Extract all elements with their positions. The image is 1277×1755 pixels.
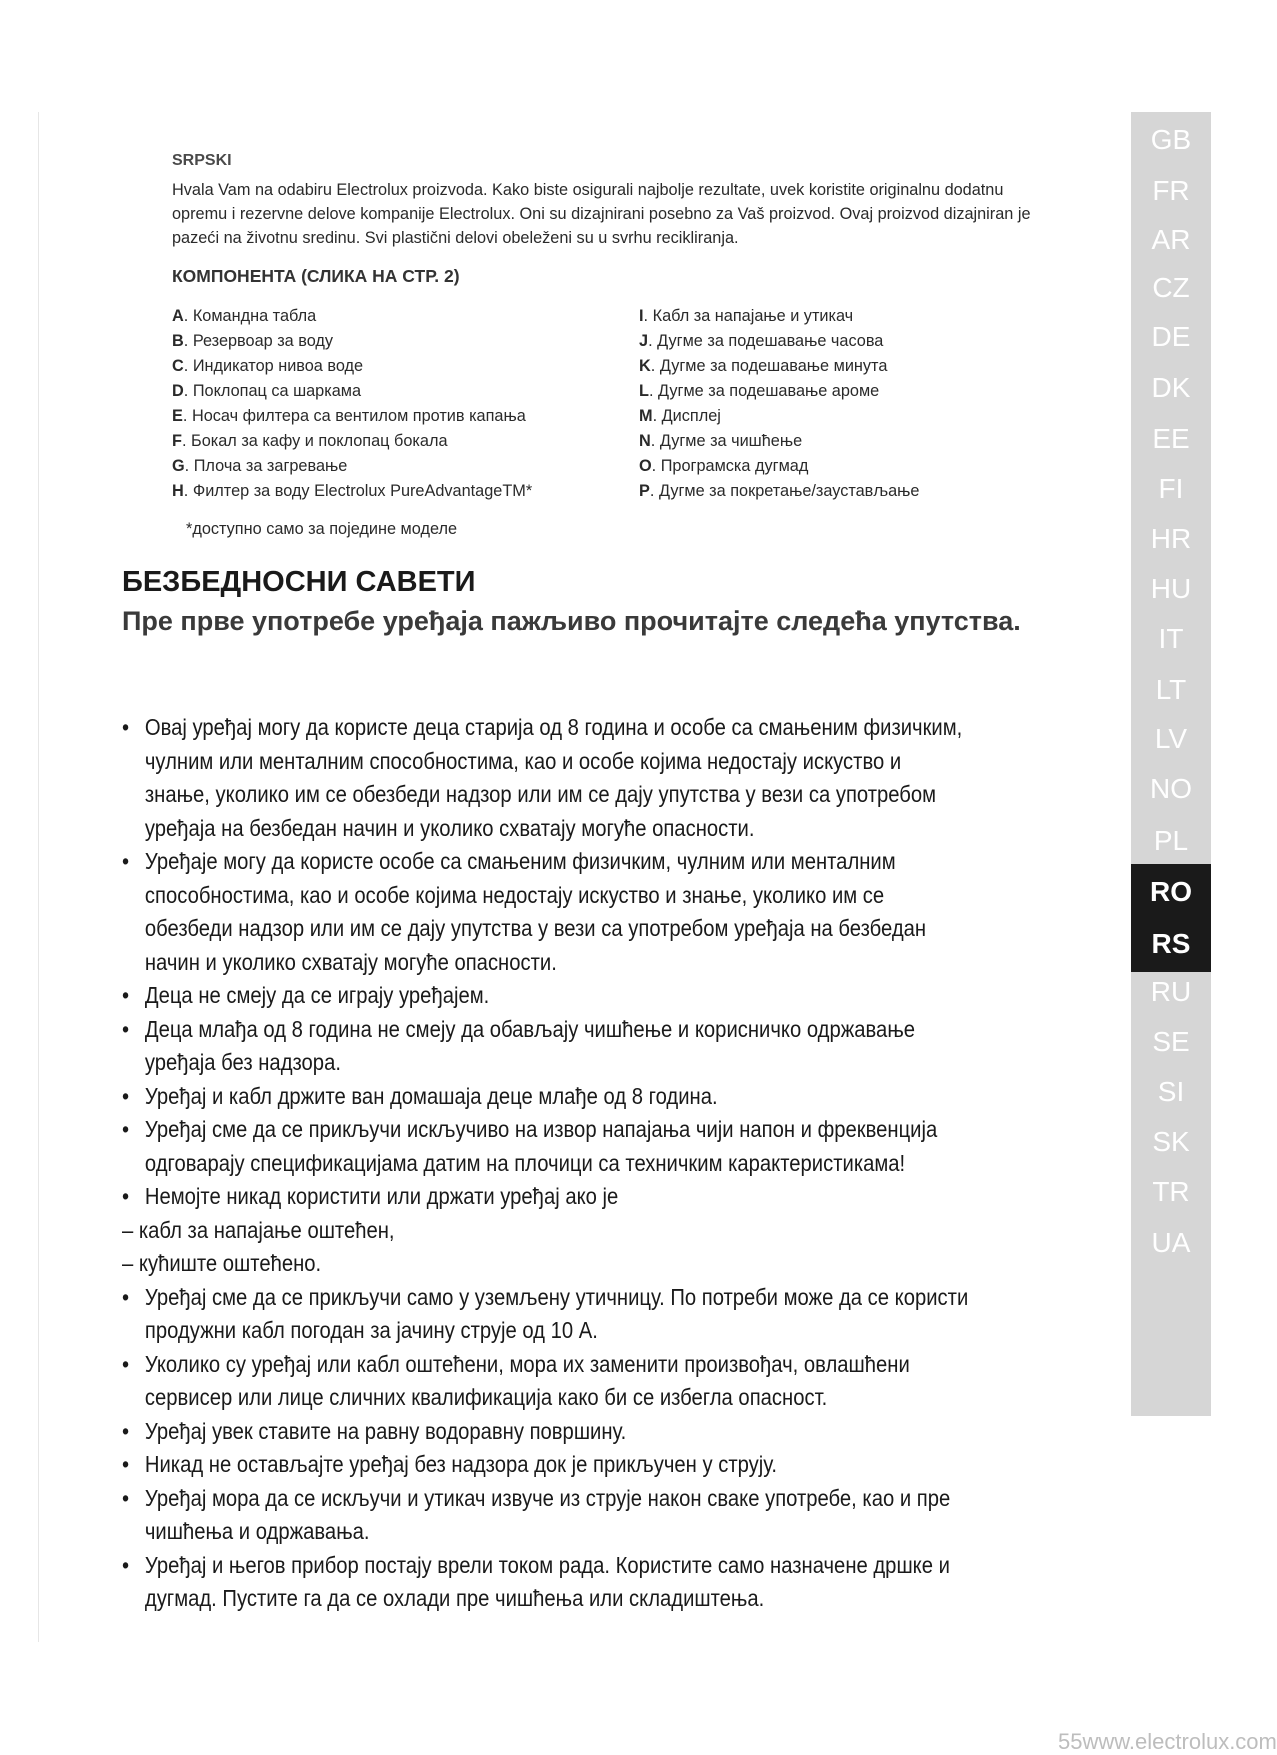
- component-item: H. Филтер за воду Electrolux PureAdvantageTM*: [172, 482, 533, 500]
- safety-item: • Овај уређај могу да користе деца старија од 8 година и особе са смањеним физичким, чулним или менталним способностима, као и особе којима недостају искуство и знање, уколико им се обезбеди надзор или им се дају упутства у вези са употребом уређаја на безбедан начин и уколико схватају могуће опасности.: [122, 711, 971, 845]
- component-key: D: [172, 382, 184, 400]
- safety-item: • Никад не остављајте уређај без надзора док је прикључен у струју.: [122, 1448, 971, 1482]
- safety-item: • Уређај и његов прибор постају врели током рада. Користите само назначене дршке и дугмад. Пустите га да се охлади пре чишћења или складиштења.: [122, 1549, 971, 1616]
- component-key: N: [639, 432, 651, 450]
- lang-tab-ro[interactable]: RO: [1131, 864, 1211, 920]
- component-key: I: [639, 307, 644, 325]
- component-item: M. Дисплеј: [639, 407, 721, 425]
- component-item: C. Индикатор нивоа воде: [172, 357, 364, 375]
- lang-tab-ru[interactable]: RU: [1150, 976, 1192, 1007]
- components-title: КОМПОНЕНТА (СЛИКА НА СТР. 2): [172, 266, 460, 286]
- component-text: Индикатор нивоа воде: [192, 357, 364, 375]
- safety-item: • Немојте никад користити или држати уређај ако је: [122, 1180, 971, 1214]
- safety-item: • Деца не смеју да се играју уређајем.: [122, 979, 971, 1013]
- component-key: O: [639, 457, 652, 475]
- safety-subitem: – кућиште оштећено.: [122, 1250, 322, 1276]
- language-label: SRPSKI: [172, 152, 232, 169]
- component-text: Филтер за воду Electrolux PureAdvantageTM*: [192, 482, 533, 500]
- component-text: Кабл за напајање и утикач: [652, 307, 854, 325]
- lang-tab-tr[interactable]: TR: [1152, 1176, 1190, 1207]
- component-item: L. Дугме за подешавање ароме: [639, 382, 880, 400]
- component-key: E: [172, 407, 183, 425]
- safety-item: • Уређај мора да се искључи и утикач извуче из струје након сваке употребе, као и пре чишћења и одржавања.: [122, 1482, 971, 1549]
- component-key: M: [639, 407, 653, 425]
- component-key: J: [639, 332, 649, 350]
- lang-tab-it[interactable]: IT: [1158, 623, 1184, 654]
- component-text: Бокал за кафу и поклопац бокала: [191, 432, 448, 450]
- component-text: Програмска дугмад: [660, 457, 809, 475]
- safety-item: • Уређај увек ставите на равну водоравну површину.: [122, 1415, 971, 1449]
- safety-item: • Уколико су уређај или кабл оштећени, мора их заменити произвођач, овлашћени сервисер или лице сличних квалификација како би се избегла опасност.: [122, 1348, 971, 1415]
- safety-subitem: – кабл за напајање оштећен,: [122, 1216, 395, 1243]
- components-list-left: [172, 304, 532, 504]
- lang-tab-ee[interactable]: EE: [1152, 423, 1190, 454]
- lang-tab-de[interactable]: DE: [1151, 321, 1191, 352]
- component-item: B. Резервоар за воду: [172, 332, 334, 350]
- lang-tab-hu[interactable]: HU: [1150, 573, 1192, 604]
- component-text: Поклопац са шаркама: [192, 382, 362, 400]
- components-footnote: *доступно само за поједине моделе: [186, 520, 458, 538]
- safety-item: • Деца млађа од 8 година не смеју да обављају чишћење и корисничко одржавање уређаја без надзора.: [122, 1013, 971, 1080]
- component-item: I. Кабл за напајање и утикач: [639, 307, 854, 325]
- lang-tab-gb[interactable]: GB: [1150, 124, 1192, 155]
- lang-tab-fi[interactable]: FI: [1158, 473, 1184, 504]
- component-text: Дугме за подешавање ароме: [658, 382, 880, 400]
- lang-tab-hr[interactable]: HR: [1150, 523, 1192, 554]
- components-list-right: [639, 304, 919, 504]
- component-item: G. Плоча за загревање: [172, 457, 348, 475]
- page-edge: [38, 112, 39, 1642]
- component-item: D. Поклопац са шаркама: [172, 382, 362, 400]
- component-text: Дугме за чишћење: [659, 432, 803, 450]
- safety-subtitle: Пре прве употребе уређаја пажљиво прочитајте следећа упутства.: [122, 606, 1021, 636]
- component-text: Резервоар за воду: [192, 332, 334, 350]
- safety-item: • Уређај сме да се прикључи само у уземљену утичницу. По потреби може да се користи продужни кабл погодан за јачину струје од 10 A.: [122, 1281, 971, 1348]
- intro-paragraph: Hvala Vam na odabiru Electrolux proizvoda. Kako biste osigurali najbolje rezultate, uvek koristite originalnu dodatnu opremu i rezervne delove kompanije Electrolux. Oni su dizajnirani posebno za Vaš proizvod. Ovaj proizvod dizajniran je pazeći na životnu sredinu. Svi plastični delovi obeleženi su u svrhu recikliranja.: [172, 181, 1031, 247]
- component-item: E. Носач филтера са вентилом против капања: [172, 407, 526, 425]
- component-key: A: [172, 307, 184, 325]
- lang-tab-sk[interactable]: SK: [1152, 1126, 1190, 1157]
- component-text: Плоча за загревање: [193, 457, 348, 475]
- lang-tab-si[interactable]: SI: [1157, 1076, 1185, 1107]
- lang-tab-fr[interactable]: FR: [1152, 175, 1190, 206]
- component-item: K. Дугме за подешавање минута: [639, 357, 888, 375]
- component-item: F. Бокал за кафу и поклопац бокала: [172, 432, 448, 450]
- component-key: F: [172, 432, 182, 450]
- component-item: O. Програмска дугмад: [639, 457, 809, 475]
- safety-item: • Уређаје могу да користе особе са смањеним физичким, чулним или менталним способностима, као и особе којима недостају искуство и знање, уколико им се обезбеди надзор или им се дају упутства у вези са употребом уређаја на безбедан начин и уколико схватају могуће опасности.: [122, 845, 971, 979]
- component-key: G: [172, 457, 185, 475]
- lang-tab-pl[interactable]: PL: [1153, 825, 1189, 856]
- lang-tab-ar[interactable]: AR: [1151, 224, 1191, 255]
- component-item: P. Дугме за покретање/заустављање: [639, 482, 920, 500]
- component-key: B: [172, 332, 184, 350]
- component-key: P: [639, 482, 650, 500]
- component-key: C: [172, 357, 184, 375]
- lang-tab-lt[interactable]: LT: [1155, 674, 1187, 705]
- component-item: J. Дугме за подешавање часова: [639, 332, 884, 350]
- component-item: A. Командна табла: [172, 307, 317, 325]
- lang-tab-se[interactable]: SE: [1152, 1026, 1190, 1057]
- component-text: Дисплеј: [661, 407, 721, 425]
- component-text: Дугме за подешавање часова: [657, 332, 884, 350]
- language-tabs: [1131, 112, 1211, 1416]
- component-text: Дугме за покретање/заустављање: [658, 482, 920, 500]
- component-item: N. Дугме за чишћење: [639, 432, 803, 450]
- component-text: Носач филтера са вентилом против капања: [191, 407, 526, 425]
- component-text: Командна табла: [192, 307, 317, 325]
- component-key: H: [172, 482, 184, 500]
- safety-item: • Уређај и кабл држите ван домашаја деце млађе од 8 година.: [122, 1080, 971, 1114]
- lang-tab-no[interactable]: NO: [1150, 773, 1192, 804]
- safety-title: БЕЗБЕДНОСНИ САВЕТИ: [122, 566, 476, 598]
- lang-tab-dk[interactable]: DK: [1151, 372, 1191, 403]
- lang-tab-lv[interactable]: LV: [1154, 723, 1188, 754]
- lang-tab-ua[interactable]: UA: [1151, 1227, 1191, 1258]
- footer-url: 55www.electrolux.com: [1058, 1729, 1277, 1754]
- safety-list: [122, 711, 971, 1616]
- lang-tab-rs[interactable]: RS: [1131, 916, 1211, 972]
- component-key: K: [639, 357, 651, 375]
- lang-tab-cz[interactable]: CZ: [1152, 272, 1190, 303]
- component-text: Дугме за подешавање минута: [659, 357, 888, 375]
- safety-item: • Уређај сме да се прикључи искључиво на извор напајања чији напон и фреквенција одговарају спецификацијама датим на плочици са техничким карактеристикама!: [122, 1113, 971, 1180]
- component-key: L: [639, 382, 649, 400]
